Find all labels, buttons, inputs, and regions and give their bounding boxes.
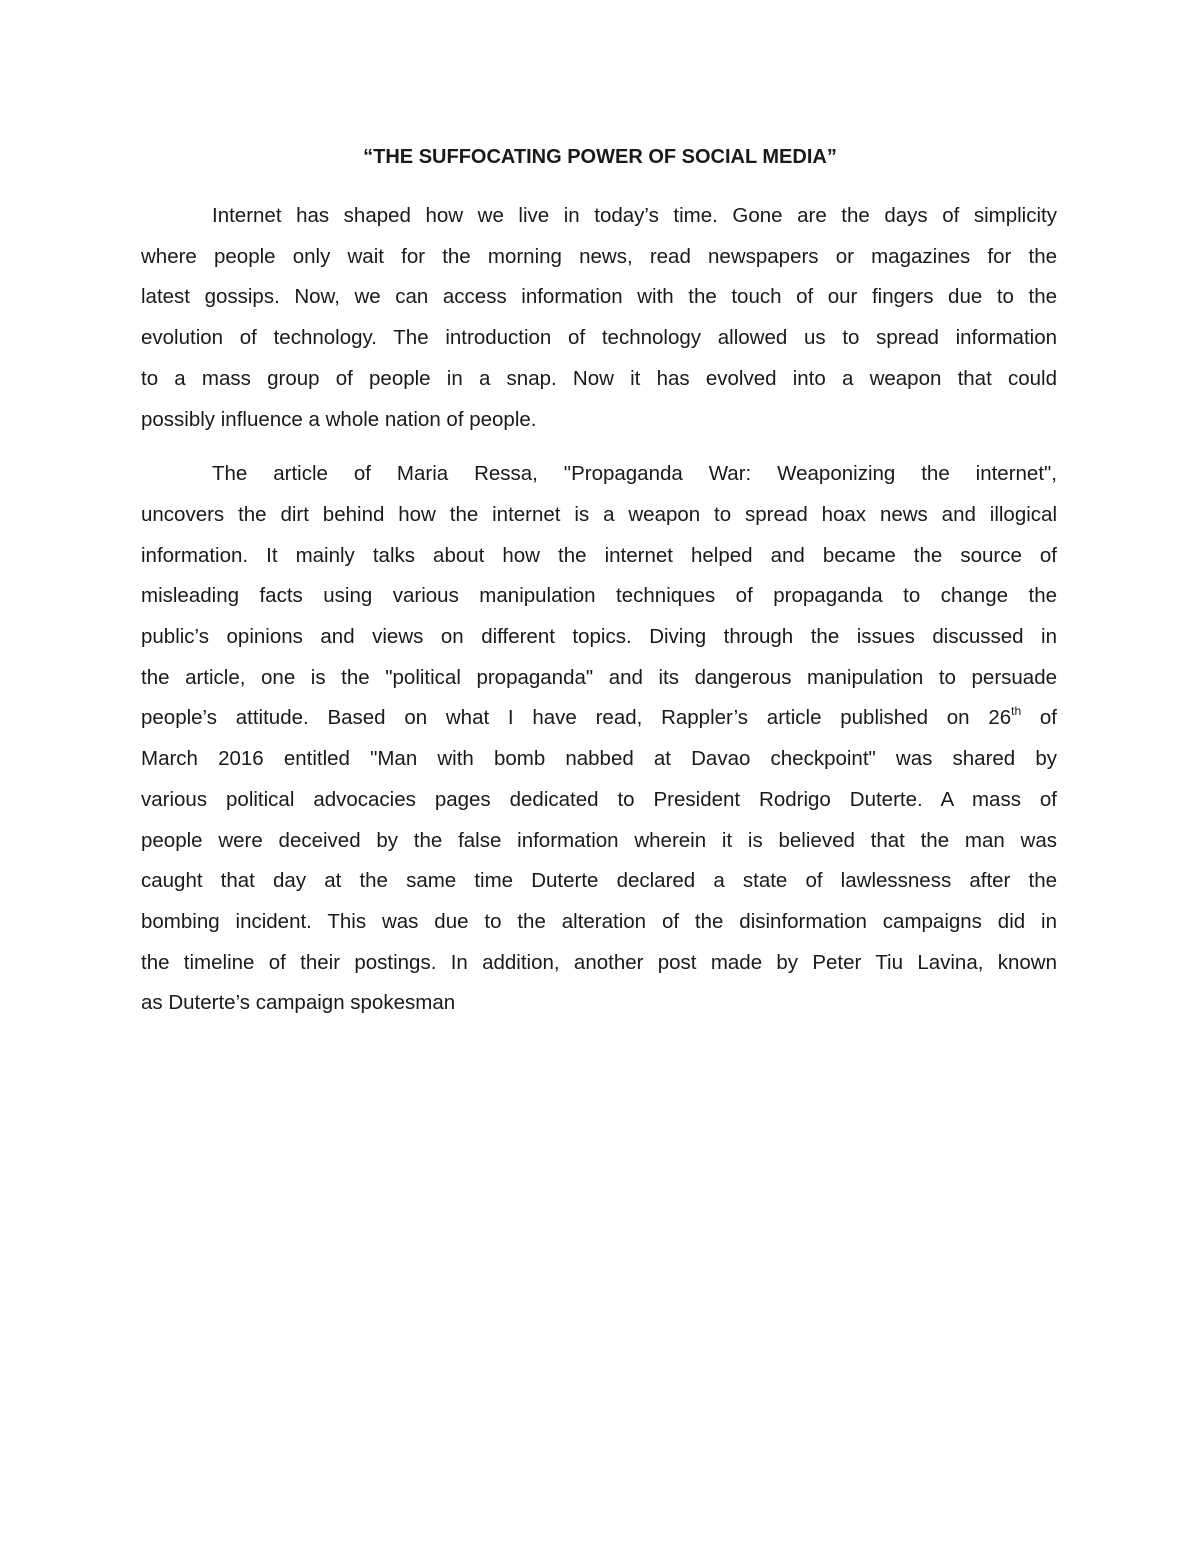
paragraph-2-line-with-superscript bbox=[141, 698, 1057, 739]
paragraph-1-line: to a mass group of people in a snap. Now it has evolved into a weapon that could bbox=[141, 366, 1057, 390]
paragraph-2-line: people were deceived by the false information wherein it is believed that the man was bbox=[141, 828, 1057, 852]
line-text: of bbox=[1021, 706, 1057, 730]
paragraph-2-line: misleading facts using various manipulation techniques of propaganda to change the bbox=[141, 584, 1057, 608]
document-body bbox=[141, 196, 1057, 1024]
paragraph-2-line: various political advocacies pages dedicated to President Rodrigo Duterte. A mass of bbox=[141, 787, 1057, 811]
paragraph-2-line: uncovers the dirt behind how the internet is a weapon to spread hoax news and illogical bbox=[141, 502, 1057, 526]
ordinal-superscript: th bbox=[1011, 704, 1022, 719]
paragraph-1-line: latest gossips. Now, we can access information with the touch of our fingers due to the bbox=[141, 285, 1057, 309]
paragraph-2-line: public’s opinions and views on different topics. Diving through the issues discussed in bbox=[141, 625, 1057, 649]
paragraph-2-line: The article of Maria Ressa, "Propaganda War: Weaponizing the internet", bbox=[212, 462, 1057, 486]
line-text: people’s attitude. Based on what I have read, Rappler’s article published on 26 bbox=[141, 706, 1012, 730]
paragraph-1-line: Internet has shaped how we live in today’s time. Gone are the days of simplicity bbox=[212, 204, 1057, 227]
paragraph-2-line: the timeline of their postings. In addition, another post made by Peter Tiu Lavina, known bbox=[141, 950, 1057, 974]
paragraph-2 bbox=[141, 454, 1057, 1024]
document-title: “THE SUFFOCATING POWER OF SOCIAL MEDIA” bbox=[363, 146, 837, 168]
paragraph-2-line: information. It mainly talks about how the internet helped and became the source of bbox=[141, 543, 1057, 567]
paragraph-2-line: caught that day at the same time Duterte declared a state of lawlessness after the bbox=[141, 869, 1057, 893]
paragraph-2-line: bombing incident. This was due to the alteration of the disinformation campaigns did in bbox=[141, 909, 1057, 933]
paragraph-2-line: the article, one is the "political propaganda" and its dangerous manipulation to persuade bbox=[141, 665, 1057, 689]
paragraph-1-line: where people only wait for the morning news, read newspapers or magazines for the bbox=[141, 244, 1057, 268]
paragraph-1-line: evolution of technology. The introduction of technology allowed us to spread information bbox=[141, 326, 1057, 350]
paragraph-2-line: as Duterte’s campaign spokesman bbox=[141, 991, 456, 1015]
paragraph-1-line: possibly influence a whole nation of people. bbox=[141, 407, 537, 431]
paragraph-1 bbox=[141, 196, 1057, 440]
paragraph-2-line: March 2016 entitled "Man with bomb nabbed at Davao checkpoint" was shared by bbox=[141, 747, 1057, 771]
